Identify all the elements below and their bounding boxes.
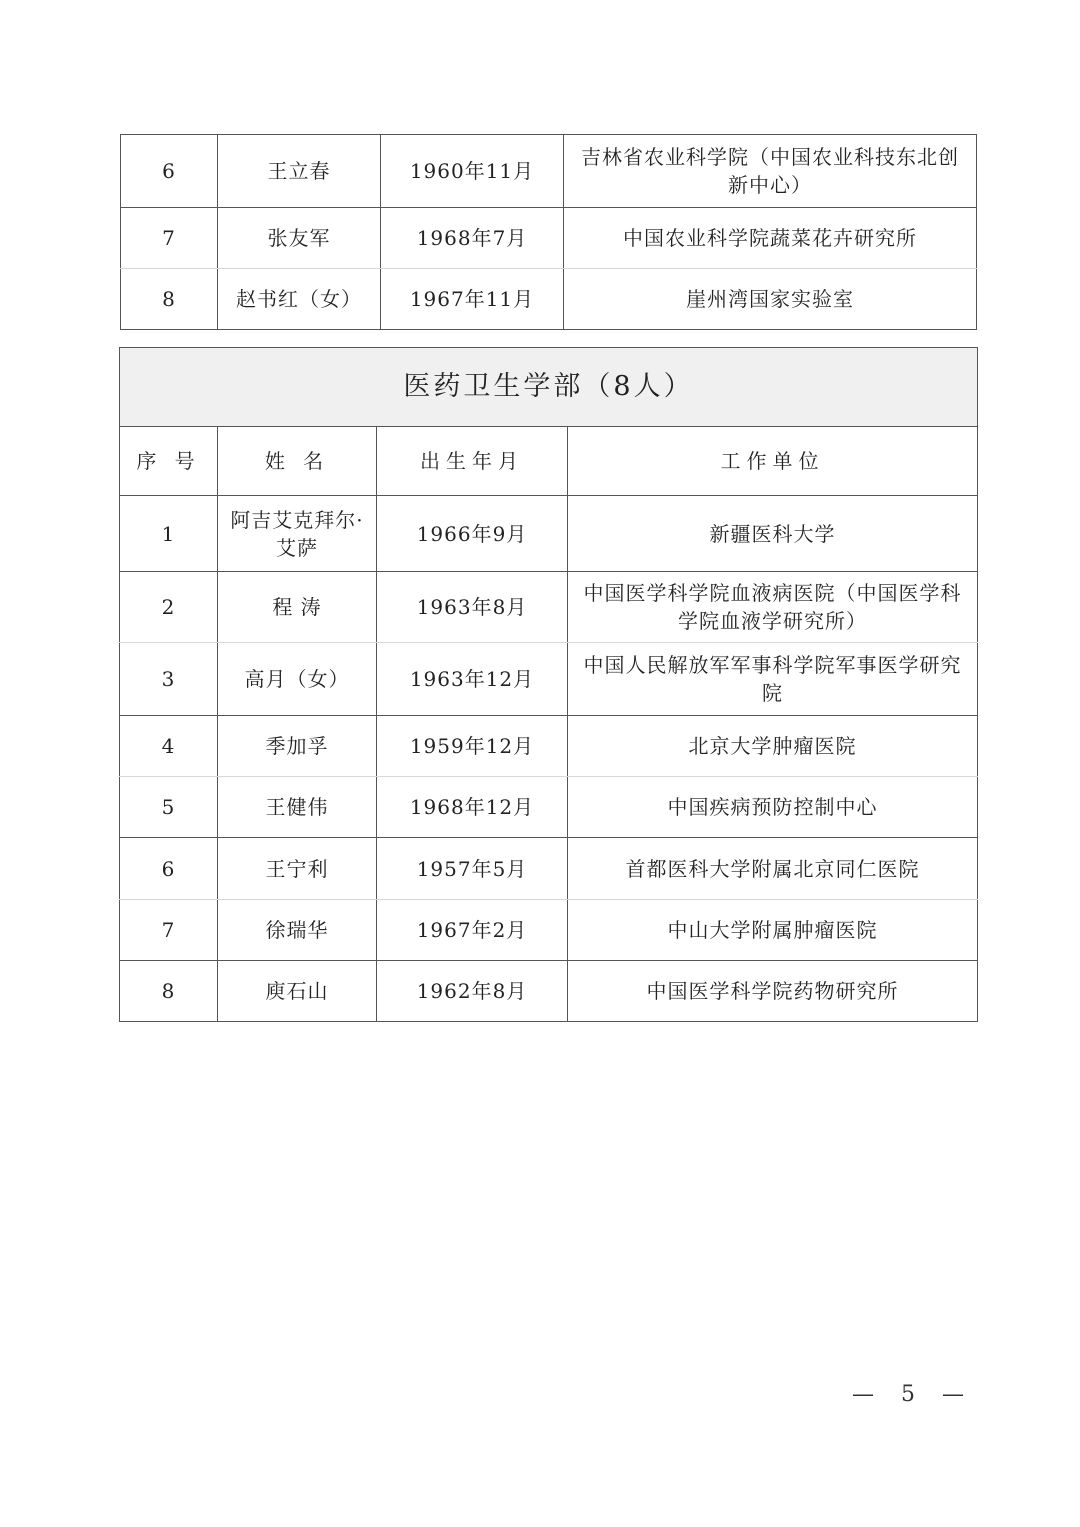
row-number: 6 xyxy=(121,135,218,208)
row-number: 1 xyxy=(120,496,218,572)
table-row xyxy=(120,961,978,1022)
work-unit: 中国医学科学院血液病医院（中国医学科学院血液学研究所） xyxy=(568,572,978,643)
work-unit: 中国疾病预防控制中心 xyxy=(568,777,978,838)
table-row xyxy=(121,269,977,330)
birth-date: 1959年12月 xyxy=(377,716,568,777)
work-unit: 吉林省农业科学院（中国农业科技东北创新中心） xyxy=(564,135,977,208)
row-number: 5 xyxy=(120,777,218,838)
table-header-row xyxy=(120,427,978,496)
person-name: 程 涛 xyxy=(218,572,377,643)
header-birth: 出生年月 xyxy=(377,427,568,496)
table-row xyxy=(120,777,978,838)
person-name: 季加孚 xyxy=(218,716,377,777)
birth-date: 1967年2月 xyxy=(377,900,568,961)
work-unit: 中国农业科学院蔬菜花卉研究所 xyxy=(564,208,977,269)
person-name: 王立春 xyxy=(218,135,381,208)
table-row xyxy=(121,208,977,269)
header-name: 姓 名 xyxy=(218,427,377,496)
birth-date: 1966年9月 xyxy=(377,496,568,572)
birth-date: 1968年12月 xyxy=(377,777,568,838)
row-number: 6 xyxy=(120,838,218,900)
birth-date: 1968年7月 xyxy=(381,208,564,269)
birth-date: 1963年12月 xyxy=(377,643,568,716)
work-unit: 中国人民解放军军事科学院军事医学研究院 xyxy=(568,643,978,716)
table-row xyxy=(120,900,978,961)
page-number: — 5 — xyxy=(852,1382,974,1407)
row-number: 3 xyxy=(120,643,218,716)
table-row xyxy=(120,838,978,900)
section-title: 医药卫生学部（8人） xyxy=(120,348,978,427)
row-number: 8 xyxy=(121,269,218,330)
section-table xyxy=(119,347,978,1022)
birth-date: 1962年8月 xyxy=(377,961,568,1022)
person-name: 高月（女） xyxy=(218,643,377,716)
row-number: 8 xyxy=(120,961,218,1022)
row-number: 4 xyxy=(120,716,218,777)
person-name: 王宁利 xyxy=(218,838,377,900)
work-unit: 首都医科大学附属北京同仁医院 xyxy=(568,838,978,900)
birth-date: 1960年11月 xyxy=(381,135,564,208)
birth-date: 1967年11月 xyxy=(381,269,564,330)
person-name: 赵书红（女） xyxy=(218,269,381,330)
table-row xyxy=(120,716,978,777)
work-unit: 新疆医科大学 xyxy=(568,496,978,572)
person-name: 王健伟 xyxy=(218,777,377,838)
work-unit: 中国医学科学院药物研究所 xyxy=(568,961,978,1022)
table-row xyxy=(120,572,978,643)
birth-date: 1963年8月 xyxy=(377,572,568,643)
row-number: 7 xyxy=(120,900,218,961)
work-unit: 崖州湾国家实验室 xyxy=(564,269,977,330)
work-unit: 北京大学肿瘤医院 xyxy=(568,716,978,777)
table-row xyxy=(120,643,978,716)
previous-section-table xyxy=(120,134,977,330)
table-row xyxy=(120,496,978,572)
person-name: 张友军 xyxy=(218,208,381,269)
section-title-row xyxy=(120,348,978,427)
header-unit: 工作单位 xyxy=(568,427,978,496)
row-number: 7 xyxy=(121,208,218,269)
work-unit: 中山大学附属肿瘤医院 xyxy=(568,900,978,961)
row-number: 2 xyxy=(120,572,218,643)
person-name: 徐瑞华 xyxy=(218,900,377,961)
header-number: 序 号 xyxy=(120,427,218,496)
person-name: 庾石山 xyxy=(218,961,377,1022)
table-row xyxy=(121,135,977,208)
birth-date: 1957年5月 xyxy=(377,838,568,900)
person-name: 阿吉艾克拜尔·艾萨 xyxy=(218,496,377,572)
